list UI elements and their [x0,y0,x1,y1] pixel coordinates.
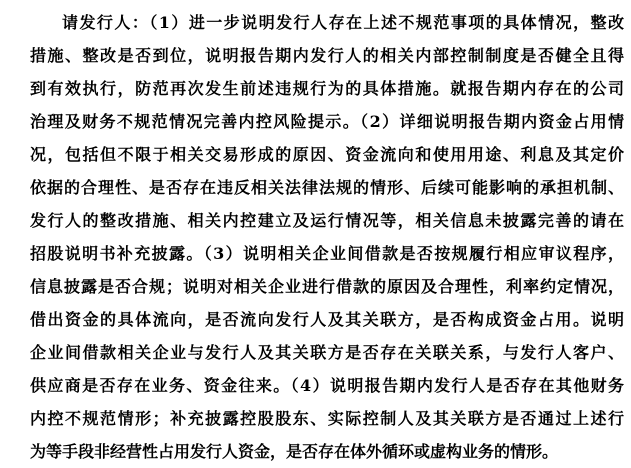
paragraph-line-4: 治理及财务不规范情况完善内控风险提示。（2）详细说明报告期内资金占用情 [30,112,624,131]
paragraph-line-2: 措施、整改是否到位，说明报告期内发行人的相关内部控制制度是否健全且得 [30,46,624,65]
paragraph-line-9: 信息披露是否合规；说明对相关企业进行借款的原因及合理性，利率约定情况， [30,277,624,296]
paragraph-line-8: 招股说明书补充披露。（3）说明相关企业间借款是否按规履行相应审议程序， [30,244,624,263]
document-body [30,6,624,468]
paragraph-line-11: 企业间借款相关企业与发行人及其关联方是否存在关联关系，与发行人客户、 [30,343,624,362]
paragraph-line-10: 借出资金的具体流向，是否流向发行人及其关联方，是否构成资金占用。说明 [30,310,624,329]
paragraph-line-7: 发行人的整改措施、相关内控建立及运行情况等，相关信息未披露完善的请在 [30,211,624,230]
paragraph-line-14: 为等手段非经营性占用发行人资金，是否存在体外循环或虚构业务的情形。 [30,442,559,461]
paragraph-line-1: 请发行人：（1）进一步说明发行人存在上述不规范事项的具体情况，整改 [62,13,624,32]
paragraph-line-12: 供应商是否存在业务、资金往来。（4）说明报告期内发行人是否存在其他财务 [30,376,624,395]
paragraph-line-6: 依据的合理性、是否存在违反相关法律法规的情形、后续可能影响的承担机制、 [30,178,624,197]
paragraph-line-3: 到有效执行，防范再次发生前述违规行为的具体措施。就报告期内存在的公司 [30,79,624,98]
paragraph-line-5: 况，包括但不限于相关交易形成的原因、资金流向和使用用途、利息及其定价 [30,145,624,164]
paragraph-line-13: 内控不规范情形；补充披露控股股东、实际控制人及其关联方是否通过上述行 [30,409,624,428]
